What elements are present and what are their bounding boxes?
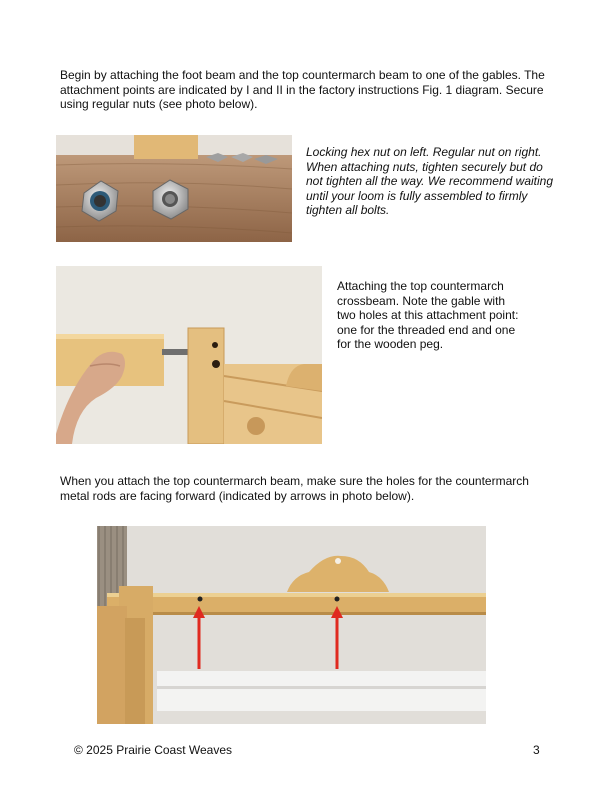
footer-copyright: © 2025 Prairie Coast Weaves: [74, 743, 233, 757]
intro-paragraph: Begin by attaching the foot beam and the top countermarch beam to one of the gables. The attachment points are indicated by I and II in the factory instructions Fig. 1 diagram. Secure using regular nuts (see photo below).: [60, 68, 545, 111]
crossbeam-caption: Attaching the top countermarch crossbeam. Note the gable with two holes at this attachment point: one for the threaded end and one for the wooden peg.: [337, 279, 519, 351]
crossbeam-photo: [56, 266, 322, 444]
page-number: 3: [533, 743, 540, 757]
countermarch-beam-photo: [97, 526, 486, 724]
nuts-caption: Locking hex nut on left. Regular nut on right. When attaching nuts, tighten securely but do not tighten all the way. We recommend waiting until your loom is fully assembled to firmly tighten all bolts.: [306, 145, 554, 217]
nuts-photo: [56, 135, 292, 242]
holes-paragraph: When you attach the top countermarch beam, make sure the holes for the countermarch metal rods are facing forward (indicated by arrows in photo below).: [60, 474, 529, 503]
